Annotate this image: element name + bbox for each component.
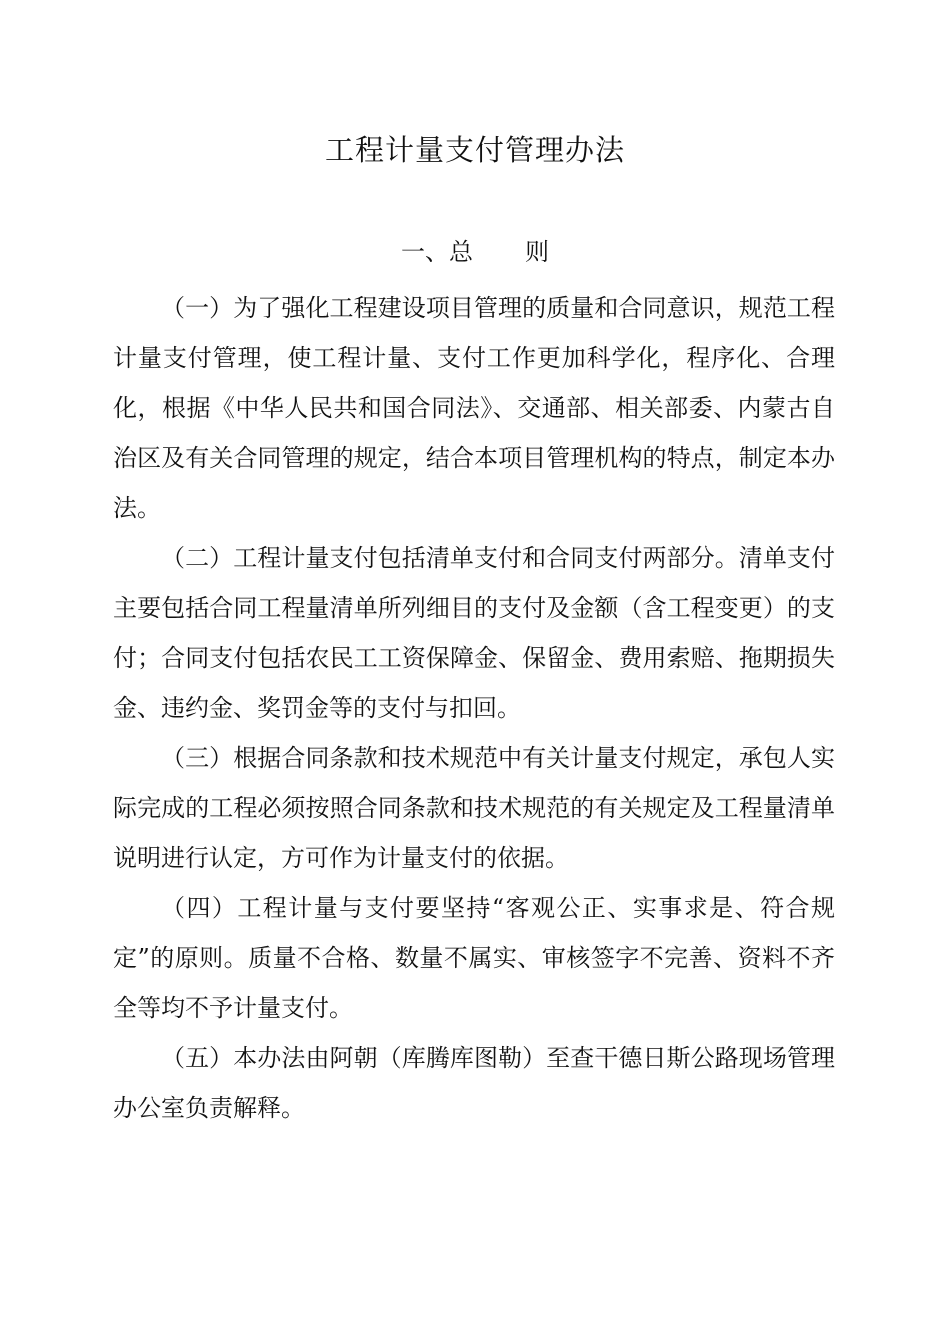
- section-title-char-2: 则: [525, 238, 549, 266]
- section-title-char-1: 总: [449, 238, 473, 266]
- paragraph-4: （四）工程计量与支付要坚持“客观公正、实事求是、符合规定”的原则。质量不合格、数量不属实、审核签字不完善、资料不齐全等均不予计量支付。: [113, 894, 835, 1022]
- section-heading: [0, 230, 950, 274]
- section-number: 一、: [401, 238, 449, 266]
- paragraph-2: （二）工程计量支付包括清单支付和合同支付两部分。清单支付主要包括合同工程量清单所列细目的支付及金额（含工程变更）的支付；合同支付包括农民工工资保障金、保留金、费用索赔、拖期损失金、违约金、奖罚金等的支付与扣回。: [113, 544, 835, 722]
- document-title: 工程计量支付管理办法: [324, 133, 625, 167]
- paragraph-5: （五）本办法由阿朝（库腾库图勒）至查干德日斯公路现场管理办公室负责解释。: [113, 1044, 835, 1122]
- document-body: [113, 283, 835, 1133]
- paragraph-3: （三）根据合同条款和技术规范中有关计量支付规定，承包人实际完成的工程必须按照合同条款和技术规范的有关规定及工程量清单说明进行认定，方可作为计量支付的依据。: [113, 744, 835, 872]
- paragraph-1: （一）为了强化工程建设项目管理的质量和合同意识，规范工程计量支付管理，使工程计量、支付工作更加科学化，程序化、合理化，根据《中华人民共和国合同法》、交通部、相关部委、内蒙古自治区及有关合同管理的规定，结合本项目管理机构的特点，制定本办法。: [113, 294, 835, 522]
